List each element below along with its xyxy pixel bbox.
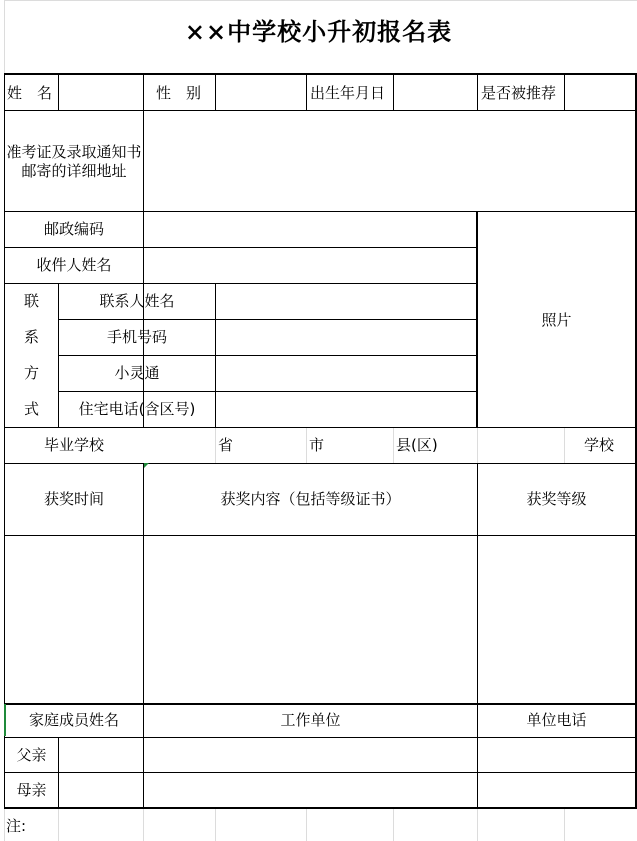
award-content-label: 获奖内容（包括等级证书） — [220, 490, 401, 508]
grid-line — [393, 808, 394, 841]
award-time-label: 获奖时间 — [43, 490, 104, 508]
father-phone-cell[interactable] — [478, 738, 635, 772]
contact-side-char: 系 — [23, 328, 39, 346]
grid-line — [215, 428, 216, 463]
award-level-cell[interactable] — [478, 536, 635, 703]
grid-line — [477, 428, 478, 463]
award-content-cell[interactable] — [144, 536, 477, 703]
phs-number-label: 小灵通 — [114, 364, 160, 382]
table-border — [4, 703, 637, 705]
mother-work-cell[interactable] — [144, 773, 477, 807]
contact-side-char: 方 — [23, 364, 39, 382]
award-level-label: 获奖等级 — [526, 490, 587, 508]
recipient-name-label: 收件人姓名 — [36, 256, 112, 274]
home-phone-label: 住宅电话(含区号) — [78, 400, 196, 418]
recommended-label: 是否被推荐 — [481, 84, 557, 102]
province-label: 省 — [218, 436, 234, 454]
grid-line — [4, 0, 637, 1]
photo-area[interactable] — [478, 212, 635, 427]
cell-marker-icon — [144, 463, 149, 468]
grid-line — [564, 428, 565, 463]
name-label: 姓 名 — [7, 84, 53, 102]
grid-line — [393, 428, 394, 463]
mobile-number-cell[interactable] — [216, 320, 476, 355]
school-label: 学校 — [584, 436, 615, 454]
city-label: 市 — [309, 436, 325, 454]
name-cell[interactable] — [59, 75, 143, 110]
postcode-label: 邮政编码 — [43, 220, 104, 238]
father-name-cell[interactable] — [59, 738, 143, 772]
mobile-number-label: 手机号码 — [106, 328, 167, 346]
note-label: 注: — [6, 817, 27, 835]
contact-person-label: 联系人姓名 — [99, 292, 175, 310]
father-work-cell[interactable] — [144, 738, 477, 772]
grid-line — [564, 808, 565, 841]
table-border — [4, 463, 637, 464]
table-border — [4, 427, 637, 428]
table-border — [4, 807, 637, 809]
father-label: 父亲 — [16, 746, 47, 764]
birth-date-label: 出生年月日 — [310, 84, 386, 102]
family-member-label: 家庭成员姓名 — [28, 711, 119, 729]
photo-label: 照片 — [541, 311, 572, 329]
mailing-address-label: 准考证及录取通知书邮寄的详细地址 — [6, 143, 142, 180]
mother-label: 母亲 — [16, 781, 47, 799]
work-phone-label: 单位电话 — [526, 711, 587, 729]
graduating-school-label: 毕业学校 — [43, 436, 104, 454]
postcode-cell[interactable] — [144, 212, 476, 247]
table-border — [477, 73, 478, 111]
gender-cell[interactable] — [216, 75, 306, 110]
phs-number-cell[interactable] — [216, 356, 476, 391]
home-phone-cell[interactable] — [216, 392, 476, 427]
grid-line — [306, 428, 307, 463]
mailing-address-cell[interactable] — [144, 111, 635, 211]
mother-name-cell[interactable] — [59, 773, 143, 807]
recipient-name-cell[interactable] — [144, 248, 476, 283]
recommended-cell[interactable] — [565, 75, 635, 110]
work-unit-label: 工作单位 — [280, 711, 341, 729]
grid-line — [306, 808, 307, 841]
grid-line — [143, 808, 144, 841]
grid-line — [215, 808, 216, 841]
contact-side-char: 式 — [23, 400, 39, 418]
grid-line — [477, 808, 478, 841]
birth-date-cell[interactable] — [394, 75, 477, 110]
award-time-cell[interactable] — [5, 536, 143, 703]
county-label: 县(区) — [396, 436, 438, 454]
form-title: ××中学校小升初报名表 — [184, 17, 453, 46]
contact-person-cell[interactable] — [216, 284, 476, 319]
grid-line — [58, 808, 59, 841]
table-border — [306, 73, 307, 111]
contact-side-char: 联 — [23, 292, 39, 310]
mother-phone-cell[interactable] — [478, 773, 635, 807]
gender-label: 性 别 — [156, 84, 202, 102]
